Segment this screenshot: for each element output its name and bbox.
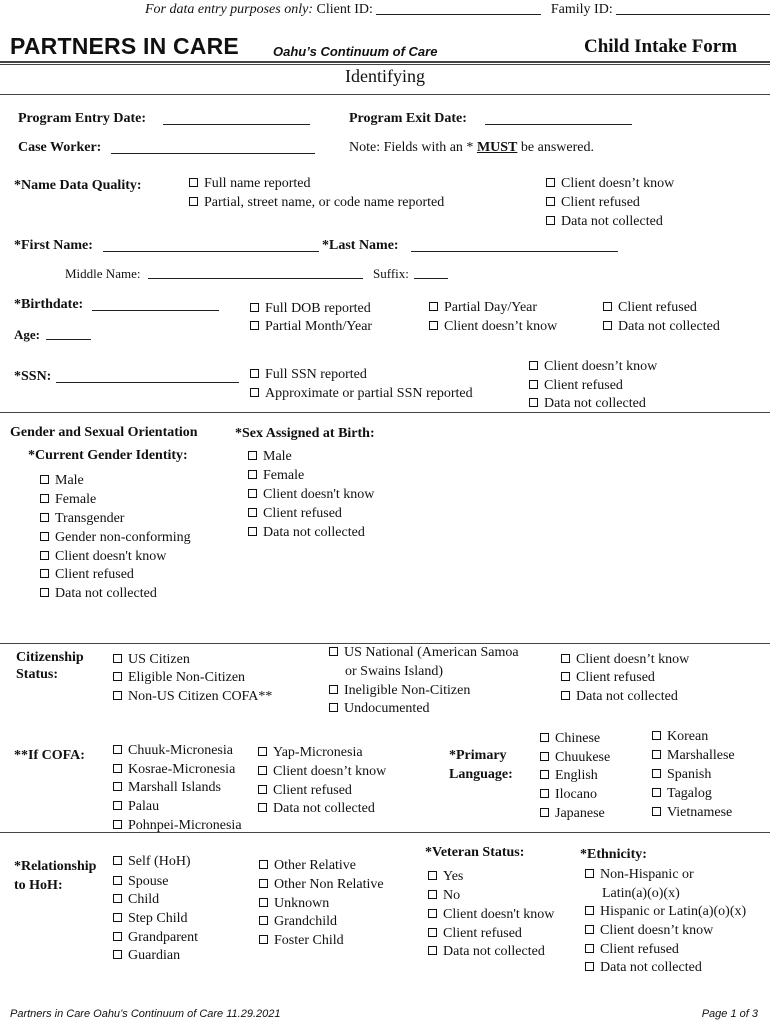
ssn-field[interactable] <box>56 370 239 383</box>
header-rule-top <box>0 61 770 63</box>
option-label: Eligible Non-Citizen <box>128 670 246 685</box>
checkbox-icon[interactable] <box>428 890 437 899</box>
checkbox-icon[interactable] <box>189 197 198 206</box>
checkbox-icon[interactable] <box>113 932 122 941</box>
checkbox-icon[interactable] <box>248 489 257 498</box>
checkbox-icon[interactable] <box>540 770 549 779</box>
checkbox-icon[interactable] <box>250 388 259 397</box>
checkbox-icon[interactable] <box>561 691 570 700</box>
suffix-label: Suffix: <box>373 266 409 281</box>
checkbox-icon[interactable] <box>540 789 549 798</box>
checkbox-icon[interactable] <box>652 807 661 816</box>
checkbox-icon[interactable] <box>428 871 437 880</box>
option-label: Yap-Micronesia <box>273 745 363 760</box>
veteran-option[interactable] <box>428 867 463 886</box>
program-entry-date-label: Program Entry Date: <box>18 111 147 126</box>
language-option[interactable] <box>652 765 711 784</box>
language-option[interactable] <box>540 729 600 748</box>
relationship-option[interactable] <box>113 946 180 965</box>
language-option[interactable] <box>540 785 597 804</box>
option-label: Data not collected <box>273 801 375 816</box>
sex-option[interactable] <box>248 485 374 504</box>
option-label: Full SSN reported <box>265 367 367 382</box>
checkbox-icon[interactable] <box>259 860 268 869</box>
veteran-option[interactable] <box>428 942 545 961</box>
citizenship-option[interactable] <box>329 681 470 700</box>
checkbox-icon[interactable] <box>40 569 49 578</box>
checkbox-icon[interactable] <box>113 801 122 810</box>
citizenship-option[interactable] <box>329 699 430 718</box>
program-exit-date-field[interactable] <box>485 112 632 125</box>
data-entry-note-row <box>145 2 770 18</box>
checkbox-icon[interactable] <box>585 962 594 971</box>
option-label: Gender non-conforming <box>55 530 191 545</box>
checkbox-icon[interactable] <box>329 703 338 712</box>
ethnicity-option[interactable] <box>585 958 702 977</box>
option-label: Transgender <box>55 511 125 526</box>
veteran-status-label: *Veteran Status: <box>425 845 525 860</box>
gender-option[interactable] <box>40 490 96 509</box>
language-option[interactable] <box>652 784 712 803</box>
gender-option[interactable] <box>40 547 166 566</box>
client-id-label: Client ID: <box>316 2 373 17</box>
section-divider <box>0 832 770 833</box>
dob-quality-option[interactable] <box>250 299 371 318</box>
language-option[interactable] <box>652 746 735 765</box>
option-label: Client doesn’t know <box>576 652 690 667</box>
gender-section-title: Gender and Sexual Orientation <box>10 425 198 440</box>
checkbox-icon[interactable] <box>585 925 594 934</box>
option-label: Client doesn’t know <box>544 359 658 374</box>
org-name: PARTNERS IN CARE <box>10 33 239 59</box>
option-label: Client refused <box>263 506 342 521</box>
sex-option[interactable] <box>248 504 342 523</box>
option-label: Pohnpei-Micronesia <box>128 818 242 833</box>
option-label: Marshall Islands <box>128 780 221 795</box>
option-label: Japanese <box>555 806 605 821</box>
checkbox-icon[interactable] <box>189 178 198 187</box>
option-label: Other Relative <box>274 858 357 873</box>
checkbox-icon[interactable] <box>540 808 549 817</box>
name-quality-option[interactable] <box>189 174 311 193</box>
checkbox-icon[interactable] <box>250 321 259 330</box>
dob-quality-option[interactable] <box>429 317 557 336</box>
language-option[interactable] <box>540 748 610 767</box>
checkbox-icon[interactable] <box>259 935 268 944</box>
checkbox-icon[interactable] <box>428 946 437 955</box>
name-data-quality-label: *Name Data Quality: <box>14 178 142 193</box>
option-label: Client refused <box>600 942 679 957</box>
option-label: Data not collected <box>443 944 545 959</box>
checkbox-icon[interactable] <box>259 879 268 888</box>
org-subtitle: Oahu’s Continuum of Care <box>273 44 438 59</box>
option-label: Spanish <box>667 767 712 782</box>
checkbox-icon[interactable] <box>113 654 122 663</box>
suffix-field[interactable] <box>414 266 448 279</box>
citizenship-option[interactable] <box>561 687 678 706</box>
option-label: Foster Child <box>274 933 344 948</box>
ssn-quality-option[interactable] <box>529 394 646 413</box>
option-label: Client refused <box>618 300 697 315</box>
gender-option[interactable] <box>40 584 157 603</box>
citizenship-option[interactable] <box>113 668 245 687</box>
sex-option[interactable] <box>248 466 304 485</box>
language-option[interactable] <box>540 766 598 785</box>
checkbox-icon[interactable] <box>250 303 259 312</box>
header-rule-bottom <box>0 94 770 95</box>
option-label: Male <box>263 449 292 464</box>
checkbox-icon[interactable] <box>113 820 122 829</box>
checkbox-icon[interactable] <box>248 508 257 517</box>
checkbox-icon[interactable] <box>529 398 538 407</box>
option-label: Palau <box>128 799 160 814</box>
primary-language-label-line1: *Primary <box>449 748 507 763</box>
checkbox-icon[interactable] <box>248 470 257 479</box>
option-label: Tagalog <box>667 786 712 801</box>
relationship-option[interactable] <box>259 875 384 894</box>
citizenship-option-continued: or Swains Island) <box>345 664 443 679</box>
citizenship-option[interactable] <box>561 650 689 669</box>
checkbox-icon[interactable] <box>40 494 49 503</box>
option-label: Full DOB reported <box>265 301 371 316</box>
client-id-field[interactable] <box>376 2 541 15</box>
citizenship-option[interactable] <box>561 668 655 687</box>
option-label: Chinese <box>555 731 601 746</box>
veteran-option[interactable] <box>428 924 522 943</box>
required-note-must: MUST <box>476 140 518 155</box>
option-label: Non-US Citizen COFA** <box>128 689 273 704</box>
option-label: Client doesn’t know <box>273 764 387 779</box>
option-label: Marshallese <box>667 748 735 763</box>
last-name-label: *Last Name: <box>322 238 399 253</box>
dob-quality-option[interactable] <box>603 317 720 336</box>
option-label: Grandparent <box>128 930 198 945</box>
option-label: Other Non Relative <box>274 877 384 892</box>
required-note-prefix: Note: Fields with an * <box>349 140 477 155</box>
option-label: Approximate or partial SSN reported <box>265 386 473 401</box>
cofa-option[interactable] <box>258 743 363 762</box>
dob-quality-option[interactable] <box>250 317 372 336</box>
checkbox-icon[interactable] <box>258 803 267 812</box>
option-label: Client doesn't know <box>443 907 555 922</box>
relationship-option[interactable] <box>113 852 191 871</box>
checkbox-icon[interactable] <box>40 475 49 484</box>
ssn-quality-option[interactable] <box>529 357 657 376</box>
last-name-field[interactable] <box>411 239 618 252</box>
sex-option[interactable] <box>248 447 292 466</box>
citizenship-label-line2: Status: <box>16 667 59 682</box>
option-label: Client refused <box>55 567 134 582</box>
sex-option[interactable] <box>248 523 365 542</box>
option-label: Unknown <box>274 896 330 911</box>
option-label: Ineligible Non-Citizen <box>344 683 471 698</box>
family-id-label: Family ID: <box>550 2 613 17</box>
veteran-option[interactable] <box>428 886 460 905</box>
option-label: Korean <box>667 729 709 744</box>
data-entry-note: For data entry purposes only: <box>145 2 313 17</box>
checkbox-icon[interactable] <box>561 654 570 663</box>
option-label: Undocumented <box>344 701 430 716</box>
option-label: Partial, street name, or code name reported <box>204 195 445 210</box>
birthdate-field[interactable] <box>92 298 219 311</box>
section-title-identifying: Identifying <box>345 66 425 86</box>
citizenship-option[interactable] <box>113 650 190 669</box>
gender-option[interactable] <box>40 509 124 528</box>
option-label: Client doesn’t know <box>600 923 714 938</box>
relationship-option[interactable] <box>113 872 168 891</box>
checkbox-icon[interactable] <box>113 745 122 754</box>
gender-option[interactable] <box>40 471 84 490</box>
citizenship-option[interactable] <box>329 643 519 662</box>
first-name-field[interactable] <box>103 239 319 252</box>
name-quality-option[interactable] <box>546 174 674 193</box>
option-label: English <box>555 768 598 783</box>
option-label: Client doesn't know <box>55 549 167 564</box>
form-title: Child Intake Form <box>584 36 738 57</box>
ssn-quality-option[interactable] <box>250 384 473 403</box>
relationship-label-line2: to HoH: <box>14 878 63 893</box>
checkbox-icon[interactable] <box>546 216 555 225</box>
option-label: No <box>443 888 461 903</box>
checkbox-icon[interactable] <box>329 685 338 694</box>
ethnicity-option-continued: Latin(a)(o)(x) <box>602 886 680 901</box>
checkbox-icon[interactable] <box>429 302 438 311</box>
option-label: Partial Month/Year <box>265 319 373 334</box>
option-label: Partial Day/Year <box>444 300 538 315</box>
checkbox-icon[interactable] <box>561 672 570 681</box>
checkbox-icon[interactable] <box>529 380 538 389</box>
option-label: Data not collected <box>618 319 720 334</box>
ethnicity-label: *Ethnicity: <box>580 847 647 862</box>
option-label: Data not collected <box>55 586 157 601</box>
checkbox-icon[interactable] <box>258 785 267 794</box>
checkbox-icon[interactable] <box>428 928 437 937</box>
option-label: Client refused <box>443 926 522 941</box>
option-label: Chuuk-Micronesia <box>128 743 233 758</box>
checkbox-icon[interactable] <box>40 513 49 522</box>
option-label: Data not collected <box>544 396 646 411</box>
checkbox-icon[interactable] <box>40 532 49 541</box>
relationship-label-line1: *Relationship <box>14 859 97 874</box>
ethnicity-option[interactable] <box>585 865 694 884</box>
footer-left: Partners in Care Oahu’s Continuum of Care 11.29.2021 <box>10 1008 281 1020</box>
sex-assigned-label: *Sex Assigned at Birth: <box>235 426 375 441</box>
option-label: Data not collected <box>600 960 702 975</box>
checkbox-icon[interactable] <box>40 588 49 597</box>
option-label: Child <box>128 892 160 907</box>
age-field[interactable] <box>46 327 91 340</box>
cofa-option[interactable] <box>113 760 235 779</box>
relationship-option[interactable] <box>113 909 188 928</box>
relationship-option[interactable] <box>113 928 198 947</box>
option-label: Ilocano <box>555 787 597 802</box>
checkbox-icon[interactable] <box>113 876 122 885</box>
middle-name-label: Middle Name: <box>65 266 141 281</box>
option-label: Client doesn’t know <box>561 176 675 191</box>
option-label: Client refused <box>576 670 655 685</box>
checkbox-icon[interactable] <box>546 197 555 206</box>
birthdate-label: *Birthdate: <box>14 297 84 312</box>
ssn-quality-option[interactable] <box>529 376 623 395</box>
checkbox-icon[interactable] <box>540 733 549 742</box>
middle-name-field[interactable] <box>148 266 363 279</box>
name-quality-option[interactable] <box>189 193 444 212</box>
option-label: Client doesn't know <box>263 487 375 502</box>
section-divider <box>0 412 770 413</box>
option-label: Guardian <box>128 948 181 963</box>
checkbox-icon[interactable] <box>113 913 122 922</box>
checkbox-icon[interactable] <box>113 782 122 791</box>
option-label: US National (American Samoa <box>344 645 519 660</box>
checkbox-icon[interactable] <box>585 944 594 953</box>
option-label: Client refused <box>544 378 623 393</box>
required-note-suffix: be answered. <box>517 140 594 155</box>
checkbox-icon[interactable] <box>585 869 594 878</box>
citizenship-option[interactable] <box>113 687 272 706</box>
relationship-option[interactable] <box>259 912 337 931</box>
checkbox-icon[interactable] <box>113 856 122 865</box>
language-option[interactable] <box>652 727 708 746</box>
option-label: Yes <box>443 869 464 884</box>
checkbox-icon[interactable] <box>603 321 612 330</box>
veteran-option[interactable] <box>428 905 554 924</box>
option-label: Vietnamese <box>667 805 733 820</box>
ssn-quality-option[interactable] <box>250 365 367 384</box>
primary-language-label-line2: Language: <box>449 767 513 782</box>
checkbox-icon[interactable] <box>546 178 555 187</box>
option-label: Step Child <box>128 911 188 926</box>
option-label: Full name reported <box>204 176 311 191</box>
cofa-option[interactable] <box>258 762 386 781</box>
option-label: US Citizen <box>128 652 190 667</box>
checkbox-icon[interactable] <box>113 894 122 903</box>
checkbox-icon[interactable] <box>113 950 122 959</box>
cofa-option[interactable] <box>258 799 375 818</box>
ethnicity-option[interactable] <box>585 921 713 940</box>
ssn-label: *SSN: <box>14 369 52 384</box>
checkbox-icon[interactable] <box>652 731 661 740</box>
checkbox-icon[interactable] <box>258 747 267 756</box>
case-worker-label: Case Worker: <box>18 140 102 155</box>
option-label: Non-Hispanic or <box>600 867 694 882</box>
checkbox-icon[interactable] <box>113 672 122 681</box>
option-label: Male <box>55 473 84 488</box>
gender-option[interactable] <box>40 565 134 584</box>
option-label: Hispanic or Latin(a)(o)(x) <box>600 904 747 919</box>
checkbox-icon[interactable] <box>529 361 538 370</box>
checkbox-icon[interactable] <box>652 769 661 778</box>
relationship-option[interactable] <box>113 890 159 909</box>
header-rule-2 <box>0 64 770 65</box>
option-label: Client doesn’t know <box>444 319 558 334</box>
checkbox-icon[interactable] <box>258 766 267 775</box>
checkbox-icon[interactable] <box>250 369 259 378</box>
option-label: Grandchild <box>274 914 337 929</box>
dob-quality-option[interactable] <box>429 298 537 317</box>
checkbox-icon[interactable] <box>113 691 122 700</box>
cofa-option[interactable] <box>113 797 159 816</box>
checkbox-icon[interactable] <box>113 764 122 773</box>
ethnicity-option[interactable] <box>585 902 746 921</box>
option-label: Data not collected <box>561 214 663 229</box>
option-label: Kosrae-Micronesia <box>128 762 236 777</box>
gender-option[interactable] <box>40 528 191 547</box>
option-label: Female <box>55 492 97 507</box>
required-note <box>349 140 594 156</box>
cofa-label: **If COFA: <box>14 748 85 763</box>
cofa-option[interactable] <box>258 781 352 800</box>
checkbox-icon[interactable] <box>429 321 438 330</box>
checkbox-icon[interactable] <box>259 898 268 907</box>
name-quality-option[interactable] <box>546 212 663 231</box>
relationship-option[interactable] <box>259 856 356 875</box>
dob-quality-option[interactable] <box>603 298 697 317</box>
language-option[interactable] <box>652 803 732 822</box>
option-label: Client refused <box>561 195 640 210</box>
first-name-label: *First Name: <box>14 238 93 253</box>
footer-page-number: Page 1 of 3 <box>701 1008 758 1020</box>
option-label: Data not collected <box>576 689 678 704</box>
option-label: Chuukese <box>555 750 611 765</box>
option-label: Client refused <box>273 783 352 798</box>
checkbox-icon[interactable] <box>248 527 257 536</box>
checkbox-icon[interactable] <box>652 750 661 759</box>
option-label: Data not collected <box>263 525 365 540</box>
checkbox-icon[interactable] <box>40 551 49 560</box>
checkbox-icon[interactable] <box>603 302 612 311</box>
cofa-option[interactable] <box>113 778 221 797</box>
relationship-option[interactable] <box>259 894 329 913</box>
name-quality-option[interactable] <box>546 193 640 212</box>
program-exit-date-label: Program Exit Date: <box>349 111 467 126</box>
relationship-option[interactable] <box>259 931 344 950</box>
case-worker-field[interactable] <box>111 141 315 154</box>
age-label: Age: <box>14 327 40 342</box>
family-id-field[interactable] <box>616 2 770 15</box>
checkbox-icon[interactable] <box>329 647 338 656</box>
checkbox-icon[interactable] <box>652 788 661 797</box>
option-label: Female <box>263 468 305 483</box>
citizenship-label-line1: Citizenship <box>16 650 84 665</box>
checkbox-icon[interactable] <box>585 906 594 915</box>
ethnicity-option[interactable] <box>585 940 679 959</box>
checkbox-icon[interactable] <box>259 916 268 925</box>
checkbox-icon[interactable] <box>248 451 257 460</box>
current-gender-label: *Current Gender Identity: <box>28 448 188 463</box>
cofa-option[interactable] <box>113 741 233 760</box>
option-label: Self (HoH) <box>128 854 191 869</box>
option-label: Spouse <box>128 874 169 889</box>
program-entry-date-field[interactable] <box>163 112 310 125</box>
checkbox-icon[interactable] <box>428 909 437 918</box>
checkbox-icon[interactable] <box>540 752 549 761</box>
language-option[interactable] <box>540 804 605 823</box>
